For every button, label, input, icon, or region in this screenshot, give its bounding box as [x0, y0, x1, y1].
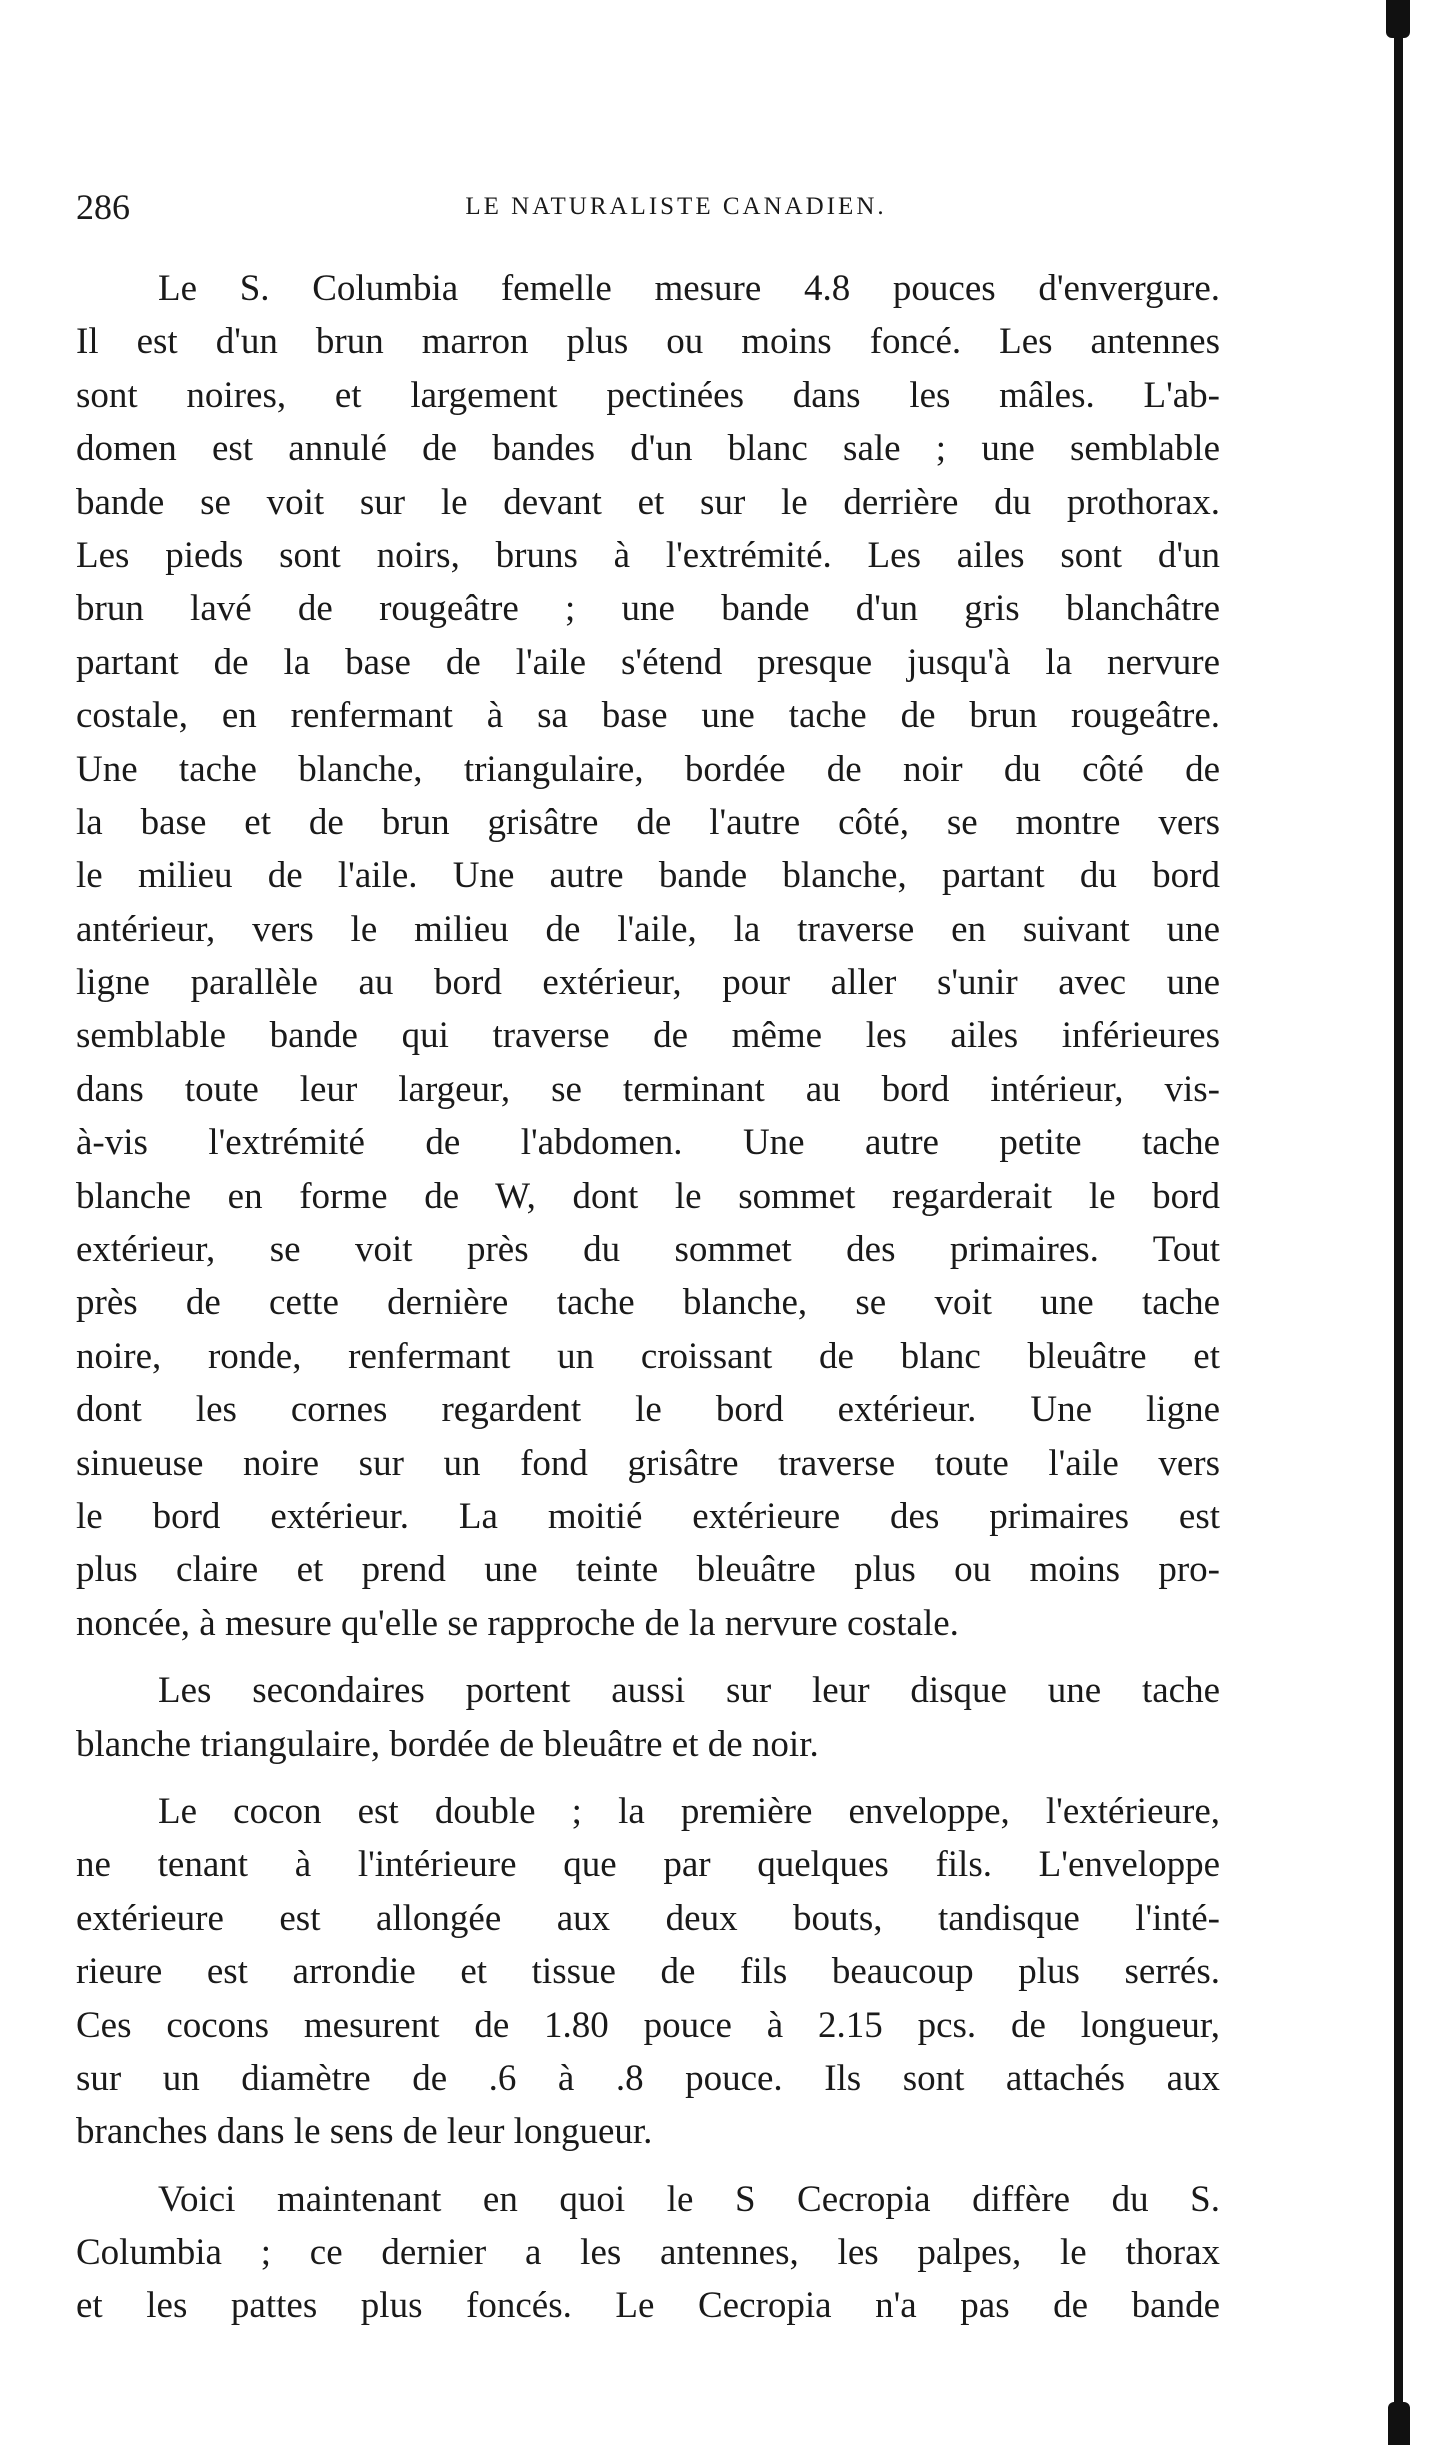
text-line: partant de la base de l'aile s'étend presque jusqu'à la nervure	[76, 641, 1220, 683]
text-line: Une tache blanche, triangulaire, bordée de noir du côté de	[76, 748, 1220, 790]
paragraph-gap	[76, 1650, 1220, 1664]
text-line: Columbia ; ce dernier a les antennes, les palpes, le thorax	[76, 2232, 1220, 2274]
text-line: Ces cocons mesurent de 1.80 pouce à 2.15 pcs. de longueur,	[76, 2004, 1220, 2046]
page-number: 286	[76, 187, 130, 227]
text-line: semblable bande qui traverse de même les ailes inférieures	[76, 1015, 1220, 1057]
text-line: près de cette dernière tache blanche, se voit une tache	[76, 1282, 1220, 1324]
text-line: ligne parallèle au bord extérieur, pour aller s'unir avec une	[76, 962, 1220, 1004]
text-line: le milieu de l'aile. Une autre bande blanche, partant du bord	[76, 855, 1220, 897]
paragraph-cocoon	[76, 1785, 1220, 2159]
paragraph-gap	[76, 1771, 1220, 1785]
text-line: extérieur, se voit près du sommet des primaires. Tout	[76, 1229, 1220, 1271]
text-line: antérieur, vers le milieu de l'aile, la traverse en suivant une	[76, 908, 1220, 950]
text-line: sinueuse noire sur un fond grisâtre traverse toute l'aile vers	[76, 1442, 1220, 1484]
paragraph-gap	[76, 2159, 1220, 2173]
paragraph-comparison	[76, 2173, 1220, 2333]
text-line: et les pattes plus foncés. Le Cecropia n'a pas de bande	[76, 2285, 1220, 2327]
text-line: dont les cornes regardent le bord extérieur. Une ligne	[76, 1389, 1220, 1431]
text-line: noncée, à mesure qu'elle se rapproche de la nervure costale.	[76, 1602, 959, 1644]
paragraph-columbia-description	[76, 262, 1220, 1650]
text-line: sont noires, et largement pectinées dans les mâles. L'ab-	[76, 374, 1220, 416]
binding-edge-bottom	[1388, 2402, 1410, 2445]
text-line: bande se voit sur le devant et sur le derrière du prothorax.	[76, 481, 1220, 523]
text-line: Le S. Columbia femelle mesure 4.8 pouces d'envergure.	[158, 268, 1220, 309]
text-line: blanche triangulaire, bordée de bleuâtre et de noir.	[76, 1723, 819, 1765]
text-line: plus claire et prend une teinte bleuâtre plus ou moins pro-	[76, 1549, 1220, 1591]
binding-edge-top	[1386, 0, 1410, 38]
text-line: domen est annulé de bandes d'un blanc sale ; une semblable	[76, 428, 1220, 470]
text-line: la base et de brun grisâtre de l'autre côté, se montre vers	[76, 801, 1220, 843]
text-line: brun lavé de rougeâtre ; une bande d'un gris blanchâtre	[76, 588, 1220, 630]
text-line: le bord extérieur. La moitié extérieure des primaires est	[76, 1495, 1220, 1537]
text-line: Les secondaires portent aussi sur leur disque une tache	[158, 1670, 1220, 1712]
text-line: costale, en renfermant à sa base une tache de brun rougeâtre.	[76, 695, 1220, 737]
text-line: Voici maintenant en quoi le S Cecropia diffère du S.	[158, 2178, 1220, 2220]
paragraph-secondaries	[76, 1664, 1220, 1771]
text-line: à-vis l'extrémité de l'abdomen. Une autre petite tache	[76, 1122, 1220, 1164]
text-line: noire, ronde, renfermant un croissant de blanc bleuâtre et	[76, 1335, 1220, 1377]
body-text	[76, 262, 1220, 2333]
text-line: dans toute leur largeur, se terminant au bord intérieur, vis-	[76, 1068, 1220, 1110]
text-line: branches dans le sens de leur longueur.	[76, 2111, 653, 2153]
running-title: LE NATURALISTE CANADIEN.	[465, 193, 887, 220]
text-line: Le cocon est double ; la première enveloppe, l'extérieure,	[158, 1790, 1220, 1832]
text-line: sur un diamètre de .6 à .8 pouce. Ils sont attachés aux	[76, 2057, 1220, 2099]
text-line: extérieure est allongée aux deux bouts, tandisque l'inté-	[76, 1897, 1220, 1939]
binding-edge-rule	[1394, 0, 1403, 2445]
text-line: blanche en forme de W, dont le sommet regarderait le bord	[76, 1175, 1220, 1217]
text-line: Les pieds sont noirs, bruns à l'extrémité. Les ailes sont d'un	[76, 534, 1220, 576]
page-header	[76, 182, 1236, 232]
text-line: rieure est arrondie et tissue de fils beaucoup plus serrés.	[76, 1951, 1220, 1993]
text-line: Il est d'un brun marron plus ou moins foncé. Les antennes	[76, 321, 1220, 363]
text-line: ne tenant à l'intérieure que par quelques fils. L'enveloppe	[76, 1844, 1220, 1886]
